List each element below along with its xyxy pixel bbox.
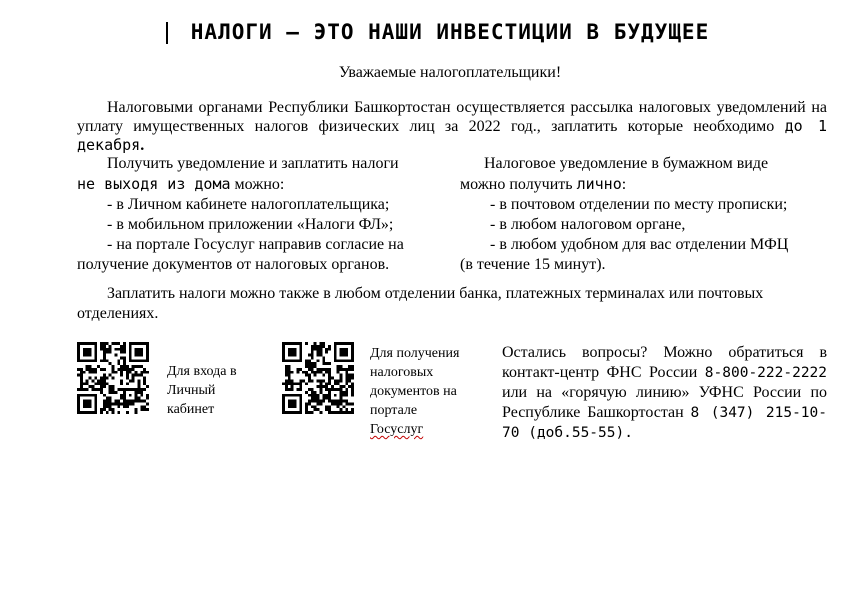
contact-text1: Остались вопросы? Можно обратиться в — [502, 344, 827, 361]
intro-end: . — [140, 137, 145, 154]
right-item-2: - в любом налоговом органе, — [490, 216, 686, 233]
right-heading-line2 — [460, 174, 830, 195]
right-item-3: - в любом удобном для вас отделении МФЦ — [490, 236, 789, 253]
text-cursor — [166, 22, 168, 44]
contact-text2: контакт-центр ФНС России — [502, 363, 698, 381]
left-heading-line2 — [77, 174, 447, 195]
intro-paragraph — [77, 99, 827, 155]
right-heading: Налоговое уведомление в бумажном виде — [484, 155, 769, 172]
contact-info — [502, 343, 827, 444]
right-column — [460, 154, 830, 275]
page-title: НАЛОГИ – ЭТО НАШИ ИНВЕСТИЦИИ В БУДУЩЕЕ — [190, 20, 710, 44]
contact-text3: или на «горячую линию» УФНС России по Республике Башкортостан — [502, 384, 827, 421]
qr1-caption-line: Для входа в — [167, 364, 237, 379]
qr2-caption-line: налоговых — [370, 365, 434, 380]
right-item-1: - в почтовом отделении по месту прописки; — [490, 196, 788, 213]
left-item-continuation: получение документов от налоговых органов. — [77, 256, 390, 273]
qr-code-icon[interactable] — [77, 342, 149, 414]
right-heading-mono: лично — [576, 175, 622, 193]
qr2-caption-line: портале — [370, 403, 418, 418]
right-heading-end: : — [621, 176, 627, 193]
left-item-3: - на портале Госуслуг направив согласие на — [107, 236, 404, 253]
qr1-caption-line: кабинет — [167, 402, 215, 417]
qr-caption-gosuslugi — [370, 344, 490, 439]
left-heading-start: Получить уведомление и заплатить налоги — [107, 155, 399, 172]
left-column — [77, 154, 447, 275]
qr2-caption-gosuslugi-word: Госуслуг — [370, 422, 424, 437]
right-item-continuation: (в течение 15 минут). — [460, 256, 606, 273]
intro-text: Налоговыми органами Республики Башкортостан осуществляется рассылка налоговых уведомлений на уплату имущественных налогов физических лиц за 2022 год., заплатить которые необходимо — [77, 99, 827, 135]
qr2-caption-line: Для получения — [370, 346, 460, 361]
left-heading — [77, 154, 447, 174]
qr-code-icon[interactable] — [282, 342, 354, 414]
left-item-1: - в Личном кабинете налогоплательщика; — [107, 196, 390, 213]
contact-phone2: 8 (347) 215-10-70 (доб.55-55). — [502, 404, 828, 441]
left-heading-mono: не выходя из дома — [77, 175, 231, 193]
intro-deadline: до 1 декабря — [77, 117, 828, 154]
left-heading-end: можно: — [234, 176, 285, 193]
right-heading-serif: можно получить — [460, 176, 573, 193]
qr2-caption-line: документов на — [370, 384, 457, 399]
bank-note: Заплатить налоги можно также в любом отделении банка, платежных терминалах или почтовых отделениях. — [77, 285, 764, 322]
contact-phone1: 8-800-222-2222 — [704, 364, 828, 381]
qr1-caption-line: Личный — [167, 383, 216, 398]
greeting: Уважаемые налогоплательщики! — [338, 64, 562, 81]
left-item-2: - в мобильном приложении «Налоги ФЛ»; — [107, 216, 394, 233]
qr-caption-cabinet — [167, 362, 267, 419]
